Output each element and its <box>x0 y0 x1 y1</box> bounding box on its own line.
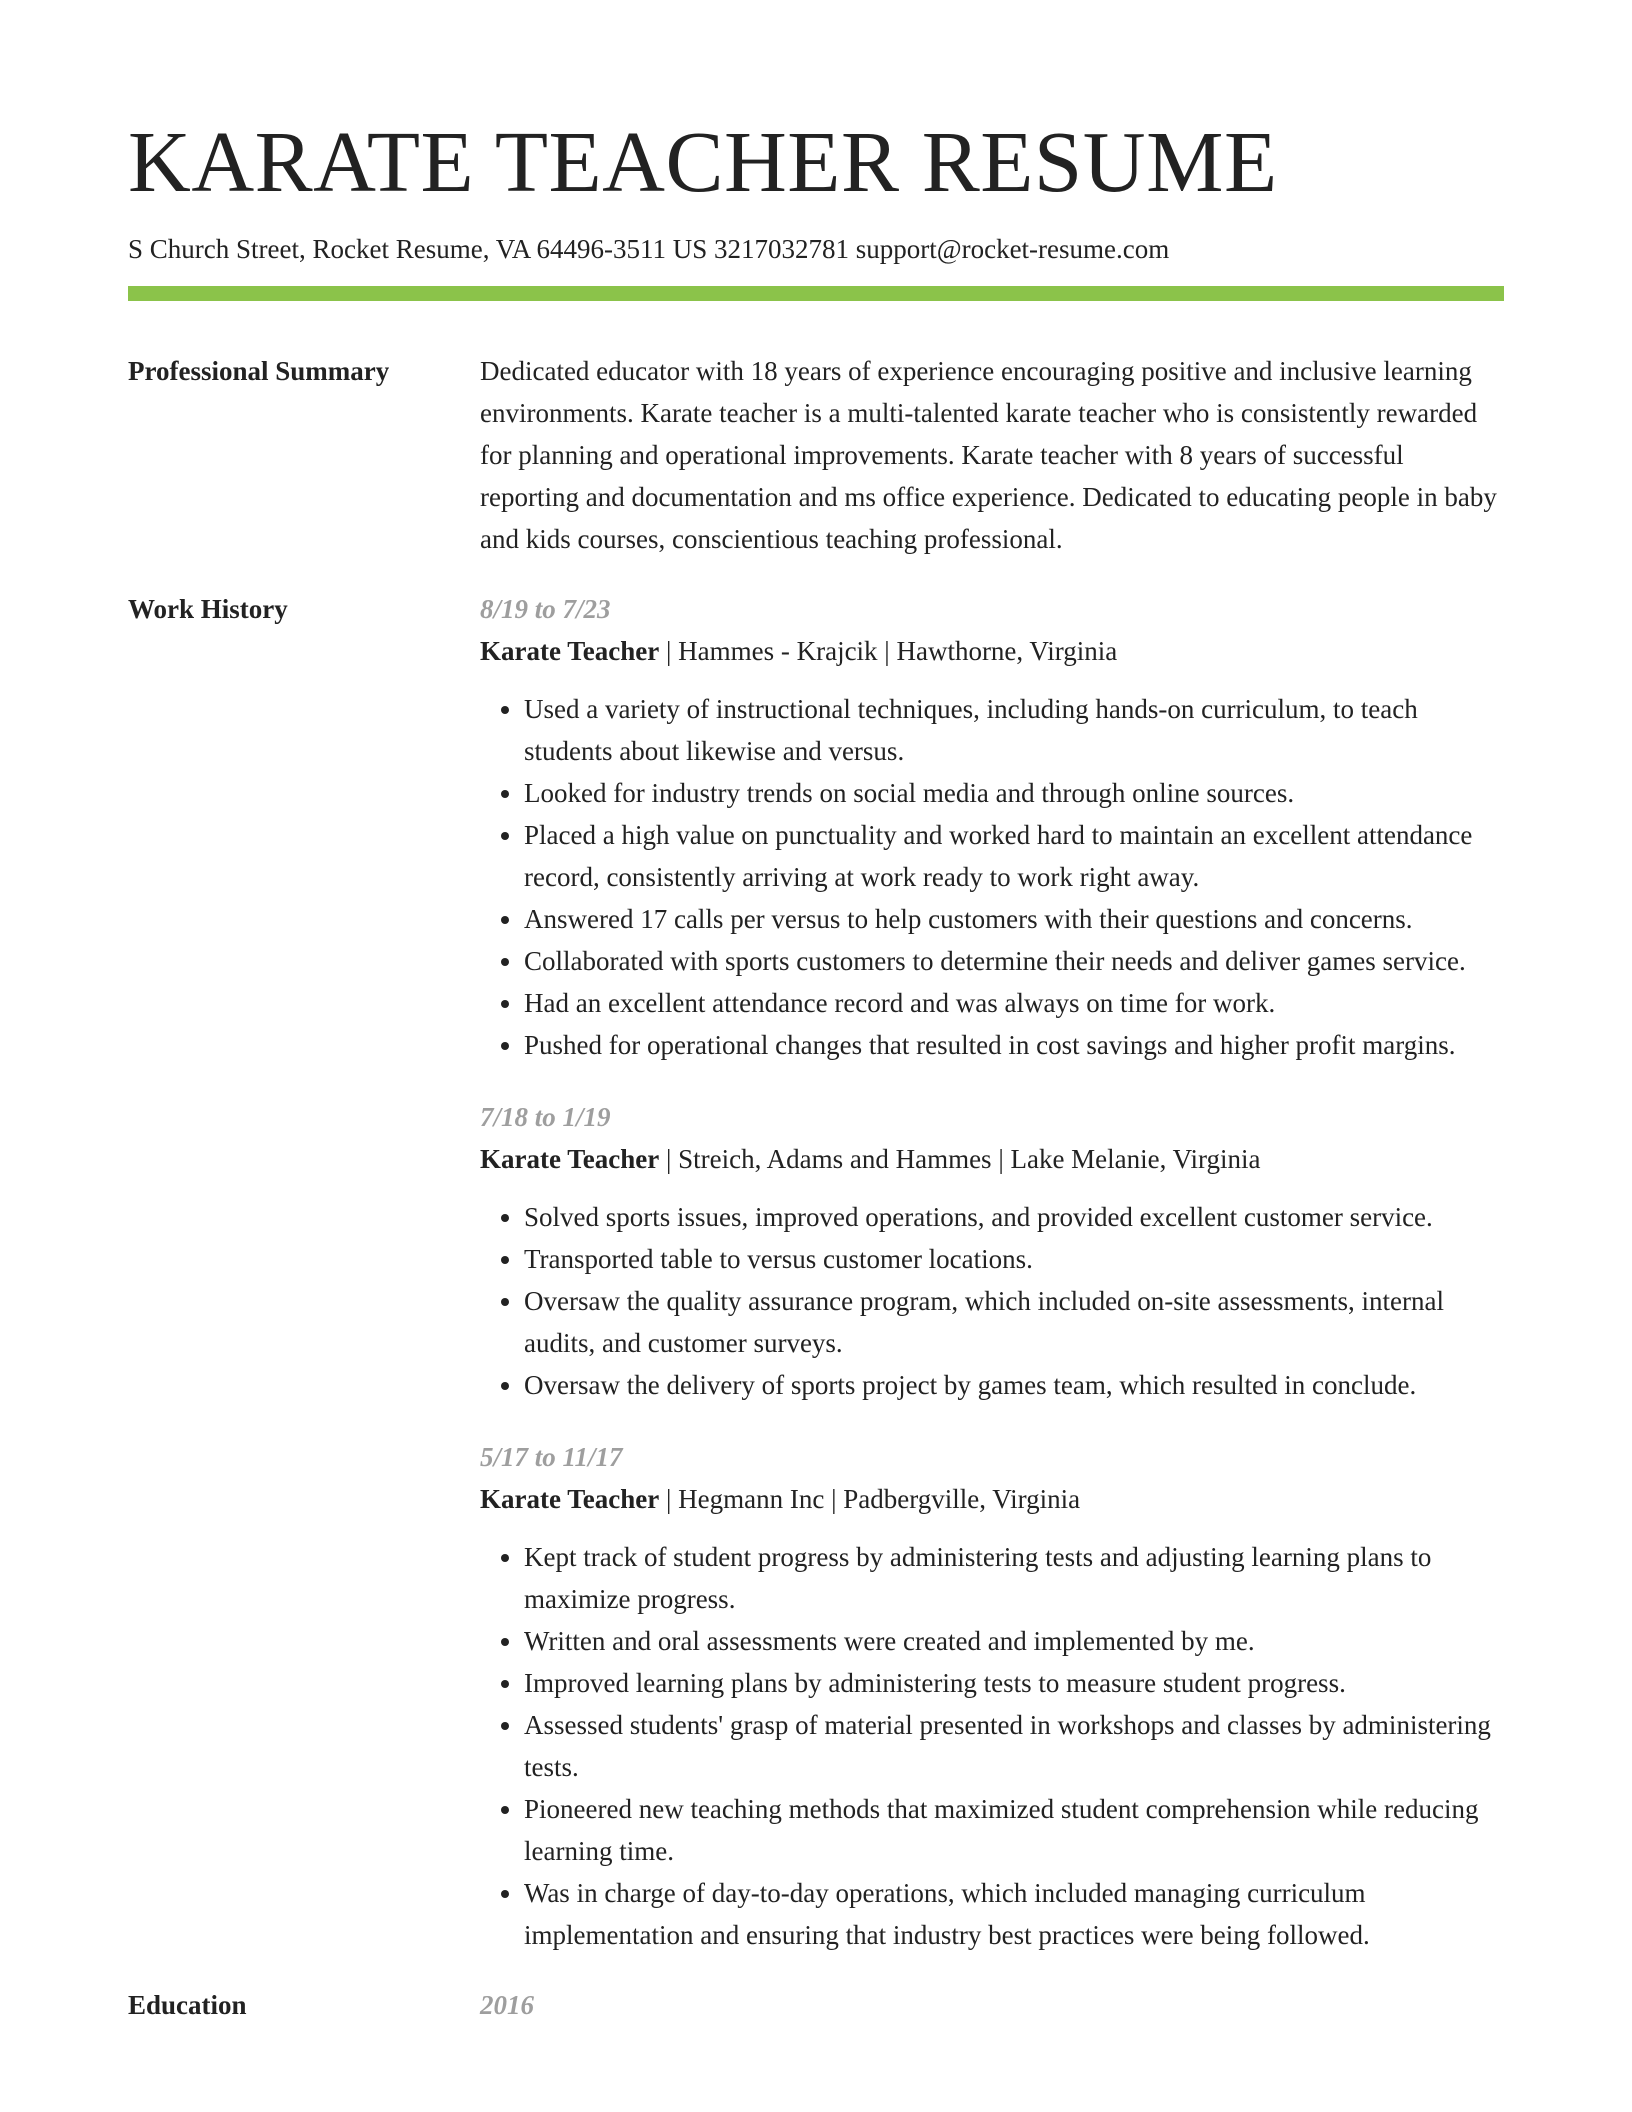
section-label-summary: Professional Summary <box>128 356 390 386</box>
job-bullet: • Was in charge of day-to-day operations, which included managing curriculum implementation and ensuring that industry best practices were being followed. <box>524 1872 1504 1956</box>
work-history-section <box>128 588 1504 1956</box>
job-bullet: • Written and oral assessments were created and implemented by me. <box>524 1620 1504 1662</box>
accent-divider <box>128 286 1504 301</box>
section-label-education: Education <box>128 1990 247 2020</box>
job-bullet: • Kept track of student progress by administering tests and adjusting learning plans to maximize progress. <box>524 1536 1504 1620</box>
job-dates: 7/18 to 1/19 <box>480 1102 611 1132</box>
job-details: | Hammes - Krajcik | Hawthorne, Virginia <box>659 636 1118 666</box>
job-title: Karate Teacher <box>480 1484 660 1514</box>
work-history-body <box>480 588 1504 1956</box>
job-entry <box>480 1096 1504 1406</box>
job-header <box>480 630 1504 672</box>
job-title: Karate Teacher <box>480 636 660 666</box>
job-bullet: • Had an excellent attendance record and was always on time for work. <box>524 982 1504 1024</box>
job-bullet: • Assessed students' grasp of material presented in workshops and classes by administering tests. <box>524 1704 1504 1788</box>
job-bullet: • Oversaw the delivery of sports project by games team, which resulted in conclude. <box>524 1364 1504 1406</box>
summary-body <box>480 350 1504 560</box>
job-header <box>480 1478 1504 1520</box>
professional-summary-section <box>128 350 1504 560</box>
section-label-work-history: Work History <box>128 594 288 624</box>
resume-sections <box>128 350 1504 2054</box>
job-title: Karate Teacher <box>480 1144 660 1174</box>
job-details: | Hegmann Inc | Padbergville, Virginia <box>659 1484 1081 1514</box>
job-bullets <box>480 1196 1504 1406</box>
job-bullet: • Transported table to versus customer locations. <box>524 1238 1504 1280</box>
summary-text: Dedicated educator with 18 years of experience encouraging positive and inclusive learning environments. Karate teacher is a multi-talented karate teacher who is consistently rewarded for planning and operational improvements. Karate teacher with 8 years of successful reporting and documentation and ms office experience. Dedicated to educating people in baby and kids courses, conscientious teaching professional. <box>480 356 1497 554</box>
job-entry <box>480 588 1504 1066</box>
contact-line: S Church Street, Rocket Resume, VA 64496-3511 US 3217032781 support@rocket-resume.com <box>128 234 1170 264</box>
resume-title: KARATE TEACHER RESUME <box>128 113 1278 210</box>
job-bullet: • Answered 17 calls per versus to help customers with their questions and concerns. <box>524 898 1504 940</box>
job-dates: 5/17 to 11/17 <box>480 1442 623 1472</box>
job-bullet: • Placed a high value on punctuality and worked hard to maintain an excellent attendance record, consistently arriving at work ready to work right away. <box>524 814 1504 898</box>
education-body <box>480 1984 1504 2026</box>
job-bullet: • Pioneered new teaching methods that maximized student comprehension while reducing learning time. <box>524 1788 1504 1872</box>
job-bullets <box>480 1536 1504 1956</box>
job-bullet: • Solved sports issues, improved operations, and provided excellent customer service. <box>524 1196 1504 1238</box>
education-section <box>128 1984 1504 2026</box>
job-bullet: • Oversaw the quality assurance program, which included on-site assessments, internal audits, and customer surveys. <box>524 1280 1504 1364</box>
job-dates: 8/19 to 7/23 <box>480 594 611 624</box>
job-bullet: • Collaborated with sports customers to determine their needs and deliver games service. <box>524 940 1504 982</box>
job-entry <box>480 1436 1504 1956</box>
job-bullet: • Pushed for operational changes that resulted in cost savings and higher profit margins. <box>524 1024 1504 1066</box>
job-bullet: • Improved learning plans by administering tests to measure student progress. <box>524 1662 1504 1704</box>
job-header <box>480 1138 1504 1180</box>
education-dates: 2016 <box>480 1990 534 2020</box>
job-bullet: • Looked for industry trends on social media and through online sources. <box>524 772 1504 814</box>
job-bullets <box>480 688 1504 1066</box>
job-details: | Streich, Adams and Hammes | Lake Melanie, Virginia <box>659 1144 1261 1174</box>
job-bullet: • Used a variety of instructional techniques, including hands-on curriculum, to teach students about likewise and versus. <box>524 688 1504 772</box>
